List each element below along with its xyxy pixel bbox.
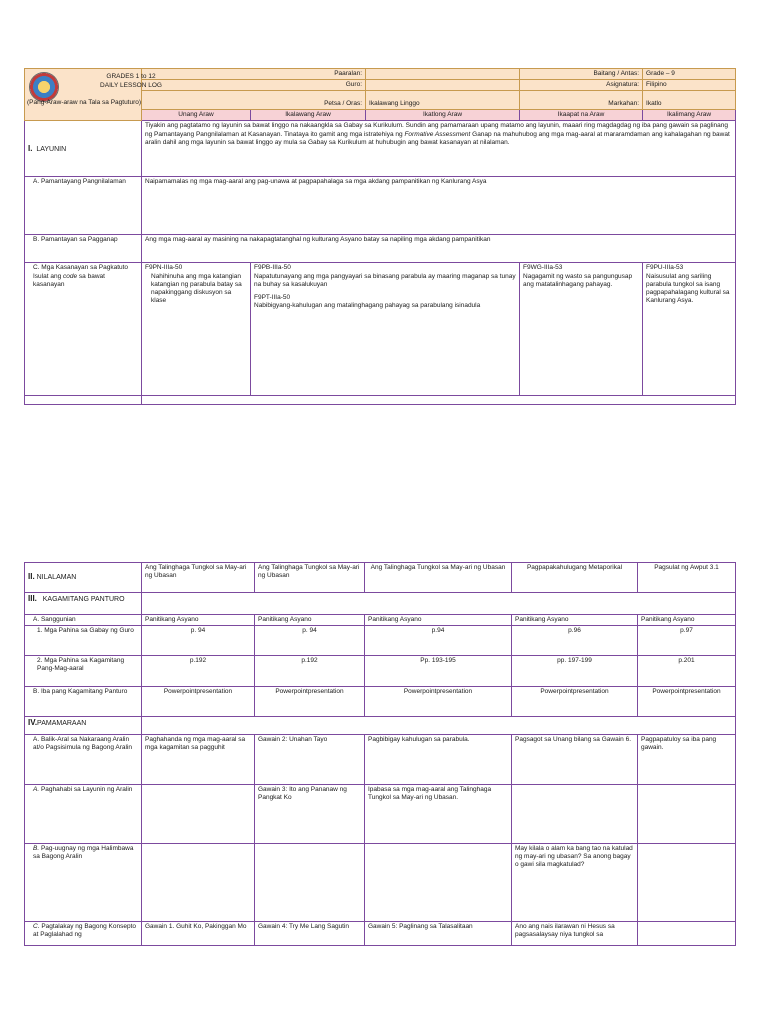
petsa-label: Petsa / Oras: [142,91,366,110]
sanggunian-day5: Panitikang Asyano [638,615,736,626]
layunin-text: Tiyakin ang pagtatamo ng layunin sa bawat linggo na nakaangkla sa Gabay sa Kurikulum. Sundin ang pamamaraan upang matamo ang layunin, maaari ring magdagdag ng iba pang gawain sa paglinang ng Pamantayang Pangnilalaman at Kasanayan. Tinataya ito gamit ang mga istratehiya ng Formative Assessment Ganap na mahuhubog ang mga mag-aaral at mararamdaman ang kahalagahan ng bawat aralin dahil ang mga layunin sa bawat linggo ay mula sa Gabay sa Kurikulum at huhubugin ang bawat kasanayan at nilalaman. [142,121,736,177]
sanggunian-label: A. Sanggunian [25,615,142,626]
kagamitan-label: III. KAGAMITANG PANTURO [25,593,142,615]
header-line3: (Pang-Araw-araw na Tala sa Pagtuturo) [27,99,142,106]
paghahabi-day1 [142,785,255,844]
sanggunian-day4: Panitikang Asyano [512,615,638,626]
pagtalakay-day2: Gawain 4: Try Me Lang Sagutin [255,922,365,946]
asignatura-label: Asignatura: [520,80,643,91]
pag-uugnay-day4: May kilala o alam ka bang tao na katulad ng may-ari ng ubasan? Sa anong bagay o gawi sila magkatulad? [512,844,638,922]
pagtalakay-day5 [638,922,736,946]
deped-seal-logo [29,72,59,102]
header-title-block [25,69,162,121]
paghahabi-day3: Ipabasa sa mga mag-aaral ang Talinghaga Tungkol sa May-ari ng Ubasan. [365,785,512,844]
pamantayan-sa-pagganap-label: B. Pamantayan sa Pagganap [25,235,142,263]
nilalaman-day5: Pagsulat ng Awput 3.1 [638,563,736,593]
paghahabi-day2: Gawain 3: Ito ang Pananaw ng Pangkat Ko [255,785,365,844]
pagtalakay-day1: Gawain 1. Guhit Ko, Pakinggan Mo [142,922,255,946]
balik-aral-day5: Pagpapatuloy sa iba pang gawain. [638,735,736,785]
pag-uugnay-label: B. Pag-uugnay ng mga Halimbawa sa Bagong Aralin [25,844,142,922]
pag-uugnay-day2 [255,844,365,922]
kasanayan-day1: F9PN-IIIa-50 Nahihinuha ang mga katangian katangian ng parabula batay sa napakinggang diskusyon sa klase [142,263,251,396]
pamamaraan-row [142,717,736,735]
lesson-log-table-top [24,68,736,405]
iba-kagamitan-day1: Powerpointpresentation [142,687,255,717]
pag-uugnay-day1 [142,844,255,922]
mag-aaral-label: 2. Mga Pahina sa Kagamitang Pang-Mag-aaral [25,656,142,687]
baitang-value[interactable]: Grade – 9 [643,69,736,80]
iba-kagamitan-day2: Powerpointpresentation [255,687,365,717]
day-header-3: Ikatlong Araw [366,110,520,121]
day-header-1: Unang Araw [142,110,251,121]
kasanayan-day4: F9WG-IIIa-53 Nagagamit ng wasto sa pangungusap ang matatalinhagang pahayag. [520,263,643,396]
petsa-value[interactable]: Ikalawang Linggo [366,91,520,110]
gabay-guro-label: 1. Mga Pahina sa Gabay ng Guro [25,626,142,656]
pamantayang-pangnilalaman-text: Naipamamalas ng mga mag-aaral ang pag-unawa at pagpapahalaga sa mga akdang pampanitikan ng Kanlurang Asya [142,177,736,235]
gabay-guro-day1: p. 94 [142,626,255,656]
pamantayan-sa-pagganap-text: Ang mga mag-aaral ay masining na nakapagtatanghal ng kulturang Asyano batay sa napiling mga akdang pampanitikan [142,235,736,263]
pagtalakay-day4: Ano ang nais ilarawan ni Hesus sa pagsasalaysay niya tungkol sa [512,922,638,946]
layunin-label: I. LAYUNIN [25,121,142,177]
paaralan-label: Paaralan: [142,69,366,80]
pag-uugnay-day5 [638,844,736,922]
guro-field[interactable] [366,80,520,91]
day-header-5: Ikalimang Araw [643,110,736,121]
header-line1: GRADES 1 to 12 [106,73,156,80]
balik-aral-day2: Gawain 2: Unahan Tayo [255,735,365,785]
gabay-guro-day5: p.97 [638,626,736,656]
nilalaman-day3: Ang Talinghaga Tungkol sa May-ari ng Ubasan [365,563,512,593]
asignatura-value[interactable]: Filipino [643,80,736,91]
nilalaman-label: II. NILALAMAN [25,563,142,593]
sanggunian-day3: Panitikang Asyano [365,615,512,626]
iba-kagamitan-day4: Powerpointpresentation [512,687,638,717]
blank-label-cell [25,396,142,405]
kagamitan-row [142,593,736,615]
iba-kagamitan-day3: Powerpointpresentation [365,687,512,717]
sanggunian-day1: Panitikang Asyano [142,615,255,626]
pag-uugnay-day3 [365,844,512,922]
header-line2: DAILY LESSON LOG [100,81,162,89]
kasanayan-day2: F9PB-IIIa-50 Napatutunayang ang mga pangyayari sa binasang parabula ay maaring maganap sa tunay na buhay sa kasalukuyan F9PT-IIIa-50 Nabibigyang-kahulugan ang matalinghagang pahayag sa parabulang isinadula [251,263,520,396]
mag-aaral-day3: Pp. 193-195 [365,656,512,687]
paghahabi-day4 [512,785,638,844]
iba-kagamitan-day5: Powerpointpresentation [638,687,736,717]
day-header-4: Ikaapat na Araw [520,110,643,121]
lesson-log-table-bottom [24,562,736,946]
nilalaman-day4: Pagpapakahulugang Metaporikal [512,563,638,593]
pamantayang-pangnilalaman-label: A. Pamantayang Pangnilalaman [25,177,142,235]
paaralan-field[interactable] [366,69,520,80]
kasanayan-label: C. Mga Kasanayan sa Pagkatuto Isulat ang code sa bawat kasanayan [25,263,142,396]
sanggunian-day2: Panitikang Asyano [255,615,365,626]
nilalaman-day1: Ang Talinghaga Tungkol sa May-ari ng Ubasan [142,563,255,593]
pagtalakay-label: C. Pagtalakay ng Bagong Konsepto at Paglalahad ng [25,922,142,946]
balik-aral-day4: Pagsagot sa Unang bilang sa Gawain 6. [512,735,638,785]
pagtalakay-day3: Gawain 5: Paglinang sa Talasalitaan [365,922,512,946]
blank-row [142,396,736,405]
balik-aral-label: A. Balik-Aral sa Nakaraang Aralin at/o Pagsisimula ng Bagong Aralin [25,735,142,785]
baitang-label: Baitang / Antas: [520,69,643,80]
kasanayan-day5: F9PU-IIIa-53 Naisusulat ang sariling parabula tungkol sa isang pagpapahalagang kultural sa Kanlurang Asya. [643,263,736,396]
mag-aaral-day5: p.201 [638,656,736,687]
gabay-guro-day3: p.94 [365,626,512,656]
markahan-value[interactable]: Ikatlo [643,91,736,110]
markahan-label: Markahan: [520,91,643,110]
balik-aral-day3: Pagbibigay kahulugan sa parabula. [365,735,512,785]
day-header-2: Ikalawang Araw [251,110,366,121]
paghahabi-label: A. Paghahabi sa Layunin ng Aralin [25,785,142,844]
guro-label: Guro: [142,80,366,91]
mag-aaral-day1: p.192 [142,656,255,687]
balik-aral-day1: Paghahanda ng mga mag-aaral sa mga kagamitan sa pagguhit [142,735,255,785]
iba-kagamitan-label: B. Iba pang Kagamitang Panturo [25,687,142,717]
mag-aaral-day4: pp. 197-199 [512,656,638,687]
pamamaraan-label: IV.PAMAMARAAN [25,717,142,735]
gabay-guro-day4: p.96 [512,626,638,656]
nilalaman-day2: Ang Talinghaga Tungkol sa May-ari ng Ubasan [255,563,365,593]
mag-aaral-day2: p.192 [255,656,365,687]
gabay-guro-day2: p. 94 [255,626,365,656]
paghahabi-day5 [638,785,736,844]
